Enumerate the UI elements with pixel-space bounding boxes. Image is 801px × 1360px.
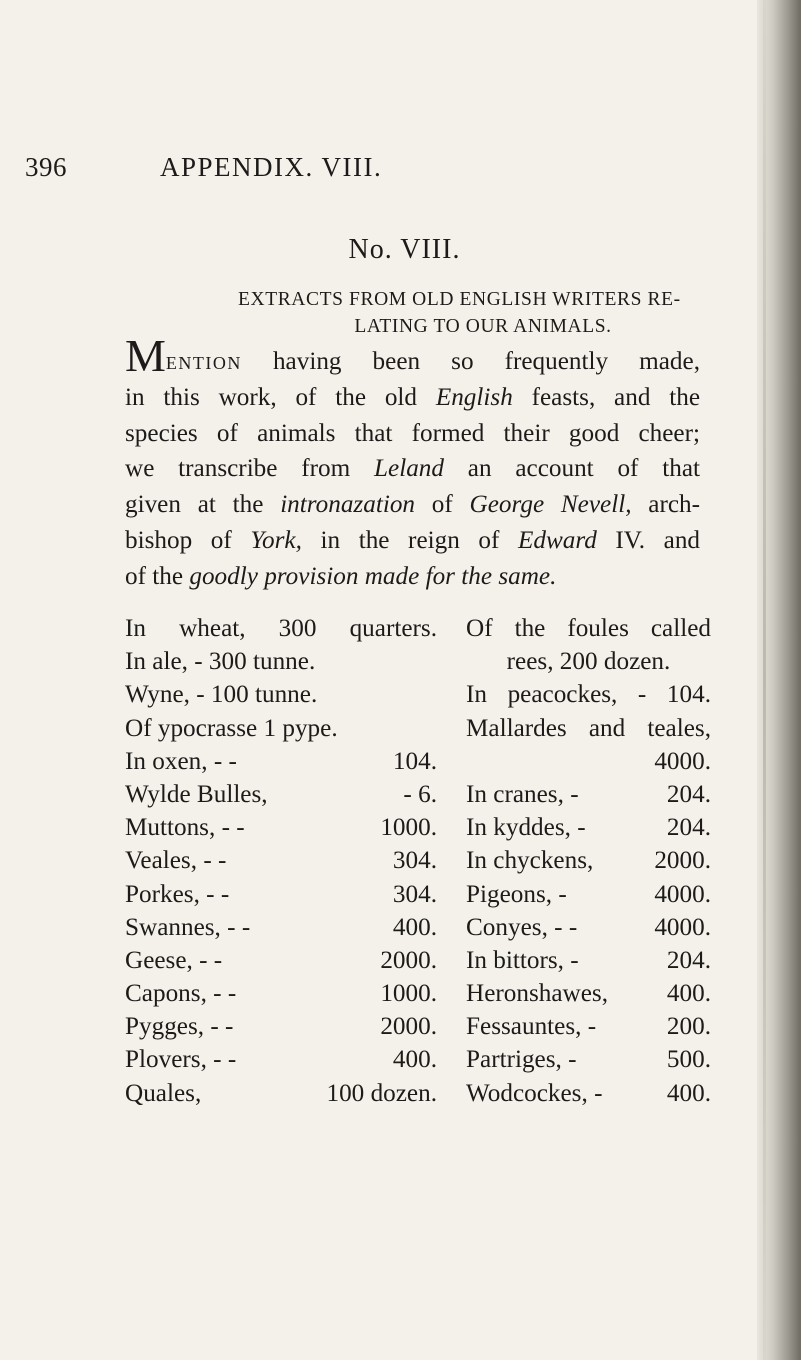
provision-item: Porkes, - -: [125, 880, 230, 908]
intro-italic: goodly provision made for the same.: [189, 562, 557, 590]
provision-quantity: 2000.: [654, 847, 711, 875]
provision-item: Fessauntes, -: [466, 1013, 597, 1041]
page-number: 396: [25, 152, 67, 182]
provision-row: [125, 1010, 437, 1043]
provision-row: [125, 811, 437, 844]
running-head: [0, 150, 801, 190]
provision-row: [466, 1010, 711, 1043]
provision-line: In peacockes, - 104.: [466, 681, 711, 709]
running-title: APPENDIX. VIII.: [160, 152, 383, 182]
provision-quantity: 2000.: [380, 946, 437, 974]
provision-row: [125, 612, 437, 645]
page-gutter-shadow: [757, 0, 801, 1360]
provision-quantity: 500.: [666, 1046, 711, 1074]
provision-item: Muttons, - -: [125, 814, 245, 842]
provision-quantity: 4000.: [654, 747, 711, 775]
provision-row: [125, 778, 437, 811]
small-caps-word: ention: [165, 348, 242, 375]
provision-row: [466, 645, 711, 678]
intro-italic: Leland: [374, 455, 444, 483]
intro-line: [125, 559, 700, 595]
provision-row: [125, 911, 437, 944]
provision-row: [466, 844, 711, 877]
intro-text: IV. and: [596, 526, 701, 554]
intro-text: in this work, of the old: [125, 383, 436, 411]
drop-cap: M: [125, 330, 166, 381]
provision-item: In bittors, -: [466, 946, 579, 974]
provision-item: In ale, - 300 tunne.: [125, 648, 316, 676]
provision-item: Wyne, - 100 tunne.: [125, 681, 318, 709]
provision-quantity: 400.: [392, 913, 437, 941]
provision-row: [125, 878, 437, 911]
provision-row: [466, 811, 711, 844]
provision-item: In oxen, - -: [125, 747, 237, 775]
provision-item: Partriges, -: [466, 1046, 577, 1074]
provision-row: [466, 911, 711, 944]
provision-line: Mallardes and teales,: [466, 714, 711, 742]
provision-quantity: 1000.: [380, 814, 437, 842]
intro-text: an account of that: [443, 455, 700, 483]
section-number: No. VIII.: [348, 234, 461, 265]
provision-item: Veales, - -: [125, 847, 227, 875]
provision-row: [466, 977, 711, 1010]
section-heading-line-2: LATING TO OUR ANIMALS.: [354, 316, 612, 337]
provision-quantity: 304.: [392, 880, 437, 908]
provision-quantity: 200.: [666, 1013, 711, 1041]
provision-item: Capons, - -: [125, 980, 237, 1008]
provision-quantity: 400.: [666, 1079, 711, 1107]
provision-quantity: 104.: [392, 747, 437, 775]
provision-row: [125, 678, 437, 711]
provision-row: [125, 1043, 437, 1076]
provision-row: [125, 844, 437, 877]
provision-quantity: - 6.: [403, 780, 437, 808]
provision-quantity: 304.: [392, 847, 437, 875]
intro-line: [125, 487, 700, 523]
provision-column-right: [466, 612, 711, 1110]
intro-italic: English: [435, 383, 513, 411]
intro-italic: George Nevell,: [469, 491, 632, 519]
intro-line: species of animals that formed their good cheer;: [125, 419, 700, 447]
provision-quantity: 204.: [666, 946, 711, 974]
provision-line: In wheat, 300 quarters.: [125, 615, 437, 642]
provision-quantity: 4000.: [654, 913, 711, 941]
provision-item: Heronshawes,: [466, 980, 608, 1008]
intro-line: [125, 523, 700, 559]
provision-row: [125, 645, 437, 678]
provision-row: [125, 944, 437, 977]
provision-item: Wodcockes, -: [466, 1079, 603, 1107]
provision-item: Of ypocrasse 1 pype.: [125, 714, 338, 742]
provision-row: [466, 1043, 711, 1076]
provision-row: [466, 612, 711, 645]
intro-italic: Edward: [517, 526, 597, 554]
provision-quantity: 400.: [666, 980, 711, 1008]
provision-row: [466, 745, 711, 778]
intro-text: of: [415, 491, 470, 519]
provision-row: [125, 977, 437, 1010]
provision-item: Quales,: [125, 1079, 202, 1107]
provision-item: Geese, - -: [125, 946, 223, 974]
provision-quantity: 1000.: [380, 980, 437, 1008]
intro-text: in the reign of: [301, 526, 518, 554]
provision-row: [125, 745, 437, 778]
provision-column-left: [125, 612, 437, 1110]
provision-row: [466, 878, 711, 911]
provision-quantity: 204.: [666, 814, 711, 842]
provision-quantity: 2000.: [380, 1013, 437, 1041]
intro-line: [125, 451, 700, 487]
provision-line: rees, 200 dozen.: [506, 648, 671, 676]
provision-item: Plovers, - -: [125, 1046, 237, 1074]
provision-row: [125, 712, 437, 745]
intro-text: we transcribe from: [125, 455, 375, 483]
page-crease: [763, 0, 766, 1360]
provision-item: Swannes, - -: [125, 913, 251, 941]
provision-quantity: 204.: [666, 780, 711, 808]
provision-item: In cranes, -: [466, 780, 579, 808]
provision-item: In chyckens,: [466, 847, 594, 875]
provision-row: [466, 1077, 711, 1110]
provision-row: [466, 944, 711, 977]
provision-row: [466, 778, 711, 811]
intro-italic: intronazation: [280, 491, 416, 519]
provision-item: Wylde Bulles,: [125, 780, 268, 808]
section-heading-line-1: EXTRACTS FROM OLD ENGLISH WRITERS RE-: [238, 289, 681, 310]
intro-text: feasts, and the: [512, 383, 700, 411]
provision-quantity: 400.: [392, 1046, 437, 1074]
intro-text: having been so frequently made,: [272, 348, 701, 375]
intro-italic: York,: [250, 526, 302, 554]
provision-line: Of the foules called: [466, 615, 711, 642]
intro-paragraph: [125, 330, 701, 595]
provision-quantity: 100 dozen.: [326, 1079, 437, 1107]
intro-text: given at the: [125, 491, 281, 519]
provision-item: Pigeons, -: [466, 880, 567, 908]
provision-row: [466, 678, 711, 711]
provision-item: In kyddes, -: [466, 814, 586, 842]
provision-row: [466, 712, 711, 745]
intro-text: bishop of: [125, 526, 251, 554]
provision-item: Conyes, - -: [466, 913, 578, 941]
intro-line: [125, 380, 700, 416]
provision-row: [125, 1077, 437, 1110]
provision-quantity: 4000.: [654, 880, 711, 908]
provision-item: Pygges, - -: [125, 1013, 234, 1041]
intro-text: of the: [125, 562, 190, 590]
intro-line: [125, 330, 701, 381]
section-heading: [238, 286, 728, 340]
intro-text: arch-: [631, 491, 701, 519]
